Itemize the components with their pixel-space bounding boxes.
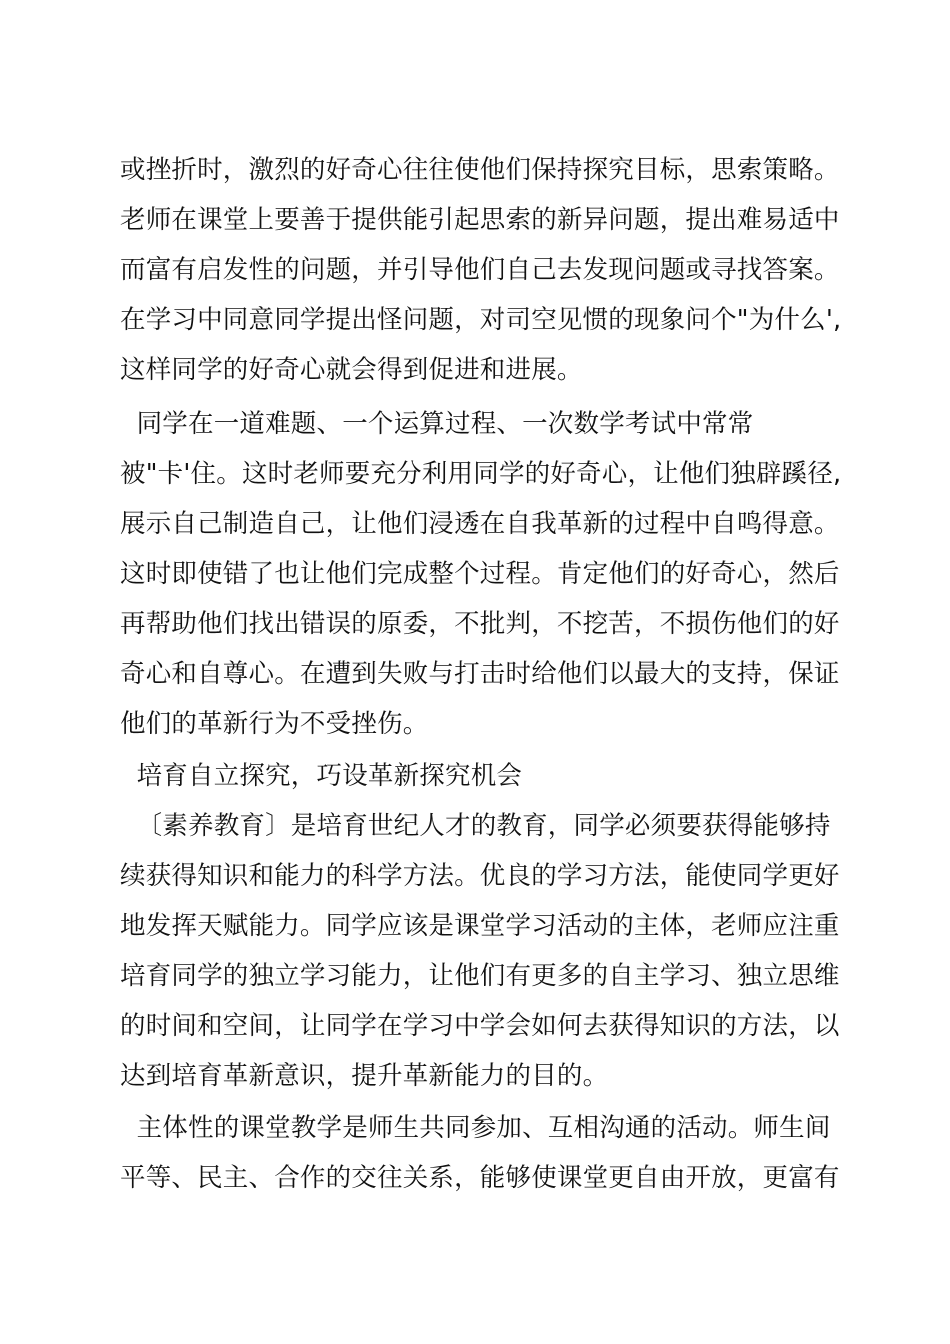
- text-line: 〔素养教育〕是培育世纪人才的教育，同学必须要获得能够持: [120, 811, 831, 841]
- text-line: 在学习中同意同学提出怪问题，对司空见惯的现象问个"为什么',: [120, 305, 842, 335]
- text-line: 地发挥天赋能力。同学应该是课堂学习活动的主体，老师应注重: [120, 911, 840, 941]
- text-line: 奇心和自尊心。在遭到失败与打击时给他们以最大的支持，保证: [120, 659, 840, 689]
- text-line: 他们的革新行为不受挫伤。: [120, 709, 429, 739]
- text-line: 续获得知识和能力的科学方法。优良的学习方法，能使同学更好: [120, 861, 840, 891]
- text-line: 展示自己制造自己，让他们浸透在自我革新的过程中自鸣得意。: [120, 509, 840, 539]
- text-line: 这样同学的好奇心就会得到促进和进展。: [120, 355, 583, 385]
- text-line: 培育同学的独立学习能力，让他们有更多的自主学习、独立思维: [120, 961, 840, 991]
- text-line: 被"卡'住。这时老师要充分利用同学的好奇心，让他们独辟蹊径,: [120, 459, 842, 489]
- text-line: 或挫折时，激烈的好奇心往往使他们保持探究目标，思索策略。: [120, 155, 840, 185]
- text-line: 而富有启发性的问题，并引导他们自己去发现问题或寻找答案。: [120, 255, 840, 285]
- text-line: 这时即使错了也让他们完成整个过程。肯定他们的好奇心，然后: [120, 559, 840, 589]
- text-line: 主体性的课堂教学是师生共同参加、互相沟通的活动。师生间: [120, 1113, 831, 1143]
- text-line: 老师在课堂上要善于提供能引起思索的新异问题，提出难易适中: [120, 205, 840, 235]
- text-line: 再帮助他们找出错误的原委，不批判，不挖苦，不损伤他们的好: [120, 609, 840, 639]
- text-line: 平等、民主、合作的交往关系，能够使课堂更自由开放，更富有: [120, 1163, 840, 1193]
- text-line: 的时间和空间，让同学在学习中学会如何去获得知识的方法，以: [120, 1011, 840, 1041]
- text-line: 同学在一道难题、一个运算过程、一次数学考试中常常: [120, 409, 754, 439]
- text-line: 达到培育革新意识，提升革新能力的目的。: [120, 1061, 609, 1091]
- section-heading: 培育自立探究，巧设革新探究机会: [120, 761, 523, 791]
